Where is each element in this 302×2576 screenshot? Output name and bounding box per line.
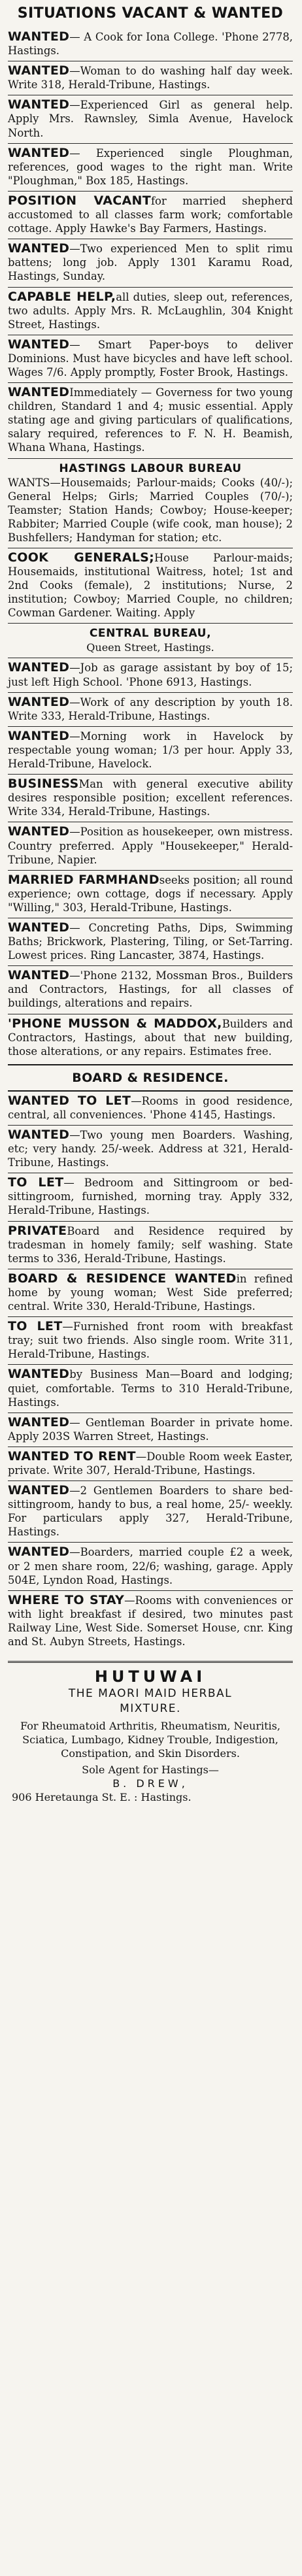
ad-heading: CENTRAL BUREAU,	[89, 627, 212, 641]
ad-lead: WANTED	[8, 920, 70, 935]
ad-heading: HASTINGS LABOUR BUREAU	[59, 461, 242, 475]
ad-lead: TO LET	[8, 1319, 63, 1334]
ad-text: Man with general executive ability desires responsible position; excellent references. Write 334, Herald-Tribune, Hastings.	[8, 778, 293, 818]
ad-lead: WANTED	[8, 660, 70, 675]
classified-ad	[8, 459, 293, 548]
ad-lead: WANTED	[8, 1483, 70, 1498]
classified-ad	[8, 1173, 293, 1221]
ad-text: — A Cook for Iona College. 'Phone 2778, Hastings.	[8, 31, 293, 58]
ad-text: —Rooms in good residence, central, all conveniences. 'Phone 4145, Hastings.	[8, 1094, 293, 1121]
ad-lead: POSITION VACANT	[8, 193, 151, 208]
ad-text: —Furnished front room with breakfast tray; suit two friends. Also single room. Write 311, Herald-Tribune, Hastings.	[8, 1320, 293, 1361]
ad-text: —Two young men Boarders. Washing, etc; very handy. 25/-week. Address at 321, Herald-Tribune, Hastings.	[8, 1129, 293, 1169]
ad-lead: 'PHONE MUSSON & MADDOX,	[8, 1016, 222, 1031]
ad-text: — Concreting Paths, Dips, Swimming Baths; Brickwork, Plastering, Tiling, or Set-Tarring. Lowest prices. Ring Lancaster, 3874, Hastings.	[8, 921, 293, 962]
classified-ad	[8, 727, 293, 775]
ad-lead: WANTED	[8, 241, 70, 256]
board-residence-list	[8, 1092, 293, 1652]
classified-ad	[8, 1092, 293, 1126]
ad-lead: WANTED	[8, 97, 70, 112]
ad-text: House Parlour-maids; Housemaids, institutional Waitress, hotel; 1st and 2nd Cooks (female), 2 institutions; Nurse, 2 institution; Cowboy; Married Couple, no children; Cowman Gardener. Waiting. Apply	[8, 552, 293, 620]
classified-ad	[8, 822, 293, 870]
classified-ad	[8, 239, 293, 287]
ad-lead: WANTED	[8, 145, 70, 160]
ad-text: —Morning work in Havelock by respectable young woman; 1/3 per hour. Apply 33, Herald-Tribune, Havelock.	[8, 729, 293, 771]
ad-text: —Job as garage assistant by boy of 15; just left High School. 'Phone 6913, Hastings.	[8, 661, 293, 688]
classified-ad	[8, 288, 293, 335]
ad-text: —Experienced Girl as general help. Apply Mrs. Rawnsley, Simla Avenue, Havelock North.	[8, 99, 293, 139]
classified-ad	[8, 1222, 293, 1269]
classified-ad	[8, 658, 293, 692]
ad-lead: COOK GENERALS;	[8, 550, 154, 565]
classified-ad	[8, 1591, 293, 1652]
display-agent-name: B. DREW,	[112, 1777, 188, 1790]
ad-text: —Work of any description by youth 18. Write 333, Herald-Tribune, Hastings.	[8, 695, 293, 722]
column-title: SITUATIONS VACANT & WANTED	[17, 5, 284, 22]
hutuwai-display-advert	[8, 1661, 293, 1804]
classified-ad	[8, 871, 293, 918]
ad-lead: WANTED	[8, 1128, 70, 1142]
classified-ad	[8, 918, 293, 966]
classified-ad	[8, 95, 293, 143]
ad-text: —'Phone 2132, Mossman Bros., Builders and Contractors, Hastings, for all classes of buildings, alterations and repairs.	[8, 969, 293, 1010]
display-agent-label: Sole Agent for Hastings—	[82, 1764, 219, 1777]
classified-ad	[8, 966, 293, 1014]
classified-ad	[8, 1543, 293, 1590]
ad-text: — Smart Paper-boys to deliver Dominions. Must have bicycles and have left school. Wages 7/6. Apply promptly, Foster Brook, Hastings.	[8, 338, 293, 378]
ad-text: —2 Gentlemen Boarders to share bed-sittingroom, handy to bus, a real home, 25/- weekly. For particulars apply 327, Herald-Tribune, Hastings.	[8, 1484, 293, 1539]
ad-lead: BUSINESS	[8, 777, 79, 792]
display-body: For Rheumatoid Arthritis, Rheumatism, Neuritis, Sciatica, Lumbago, Kidney Trouble, Indigestion, Constipation, and Skin Disorders.	[20, 1720, 280, 1760]
ad-text: —Position as housekeeper, own mistress. Country preferred. Apply "Housekeeper," Herald-Tribune, Napier.	[8, 826, 293, 866]
board-section-title: BOARD & RESIDENCE.	[8, 1064, 293, 1092]
classified-ad	[8, 1317, 293, 1365]
ad-lead: WANTED	[8, 337, 70, 352]
classified-ad	[8, 693, 293, 727]
ad-lead: WHERE TO STAY	[8, 1592, 125, 1607]
ad-lead: WANTED	[8, 1545, 70, 1560]
classified-ad	[8, 1447, 293, 1481]
classified-ad	[8, 1481, 293, 1543]
classified-ad	[8, 27, 293, 61]
ad-lead: WANTED	[8, 728, 70, 743]
classified-ad	[8, 1365, 293, 1413]
classified-ad	[8, 775, 293, 822]
ad-text: — Experienced single Ploughman, references, good wages to the right man. Write "Ploughman," Box 185, Hastings.	[8, 146, 293, 187]
situations-vacant-list	[8, 27, 293, 1062]
classified-ad	[8, 1413, 293, 1447]
ad-text: —Woman to do washing half day week. Write 318, Herald-Tribune, Hastings.	[8, 65, 293, 92]
ad-text: Board and Residence required by tradesman in homely family; self washing. State terms to 336, Herald-Tribune, Hastings.	[8, 1224, 293, 1265]
classified-ad	[8, 548, 293, 624]
ad-text: seeks position; all round experience; own cottage, dogs if necessary. Apply "Willing," 303, Herald-Tribune, Hastings.	[8, 873, 294, 914]
ad-text: —Boarders, married couple £2 a week, or 2 men share room, 22/6; washing, garage. Apply 504E, Lyndon Road, Hastings.	[8, 1546, 293, 1586]
ad-lead: CAPABLE HELP,	[8, 289, 116, 304]
ad-text: WANTS—Housemaids; Parlour-maids; Cooks (40/-); General Helps; Girls; Married Couples (70/-); Teamster; Station Hands; Cowboy; House-keeper; Rabbiter; Married Couple (wife cook, man house); 2 Bushfellers; Handyman for station; etc.	[8, 476, 293, 544]
display-agent-address: 906 Heretaunga St. E. : Hastings.	[12, 1791, 192, 1804]
ad-text: —Rooms with conveniences or with light breakfast if desired, two minutes past Railway Line, West Side. Somerset House, cnr. King and St. Aubyn Streets, Hastings.	[8, 1594, 293, 1648]
ad-text: —Double Room week Easter, private. Write 307, Herald-Tribune, Hastings.	[8, 1450, 294, 1477]
ad-lead: WANTED	[8, 29, 70, 44]
ad-text: for married shepherd accustomed to all classes farm work; comfortable cottage. Apply Hawke's Bay Farmers, Hastings.	[8, 194, 293, 235]
ad-lead: WANTED	[8, 824, 70, 839]
ad-lead: WANTED	[8, 968, 70, 983]
classified-ad	[8, 383, 293, 458]
ad-text: — Gentleman Boarder in private home. Apply 203S Warren Street, Hastings.	[8, 1416, 293, 1443]
ad-lead: WANTED	[8, 1367, 70, 1382]
classified-ad	[8, 192, 293, 239]
classified-ad	[8, 61, 293, 95]
classified-ad	[8, 144, 293, 192]
ad-lead: WANTED TO LET	[8, 1093, 131, 1108]
ad-text: by Business Man—Board and lodging; quiet, comfortable. Terms to 310 Herald-Tribune, Hastings.	[8, 1368, 293, 1409]
ad-address: Queen Street, Hastings.	[86, 641, 214, 654]
ad-lead: WANTED	[8, 1414, 70, 1430]
ad-text: all duties, sleep out, references, two adults. Apply Mrs. R. McLaughlin, 304 Knight Street, Hastings.	[8, 290, 293, 331]
ad-text: Builders and Contractors, Hastings, about that new building, those alterations, or any repairs. Estimates free.	[8, 1017, 294, 1058]
ad-lead: PRIVATE	[8, 1223, 67, 1238]
classified-ad	[8, 1126, 293, 1173]
display-subtitle-2: MIXTURE.	[120, 1702, 181, 1716]
ad-text: Immediately — Governess for two young children, Standard 1 and 4; music essential. Apply stating age and giving particulars of qualifications, salary required, references to F. N. H. Beamish, Whana Whana, Hastings.	[8, 386, 293, 454]
ad-lead: WANTED	[8, 63, 70, 78]
ad-text: —Two experienced Men to split rimu battens; long job. Apply 1301 Karamu Road, Hastings, Sunday.	[8, 243, 293, 283]
ad-lead: MARRIED FARMHAND	[8, 872, 159, 887]
ad-lead: WANTED	[8, 385, 70, 400]
classified-ad	[8, 624, 293, 658]
ad-lead: WANTED TO RENT	[8, 1448, 136, 1464]
ad-text: — Bedroom and Sittingroom or bed-sittingroom, furnished, morning tray. Apply 332, Herald-Tribune, Hastings.	[8, 1177, 294, 1217]
classified-ad	[8, 335, 293, 383]
display-subtitle: THE MAORI MAID HERBAL	[68, 1687, 233, 1701]
ad-lead: WANTED	[8, 694, 70, 709]
ad-lead: TO LET	[8, 1175, 64, 1190]
ad-lead: BOARD & RESIDENCE WANTED	[8, 1271, 237, 1286]
classified-ad	[8, 1014, 293, 1062]
classified-ad	[8, 1269, 293, 1317]
display-brand: HUTUWAI	[94, 1667, 207, 1686]
ad-text: in refined home by young woman; West Side preferred; central. Write 330, Herald-Tribune, Hastings.	[8, 1272, 293, 1313]
